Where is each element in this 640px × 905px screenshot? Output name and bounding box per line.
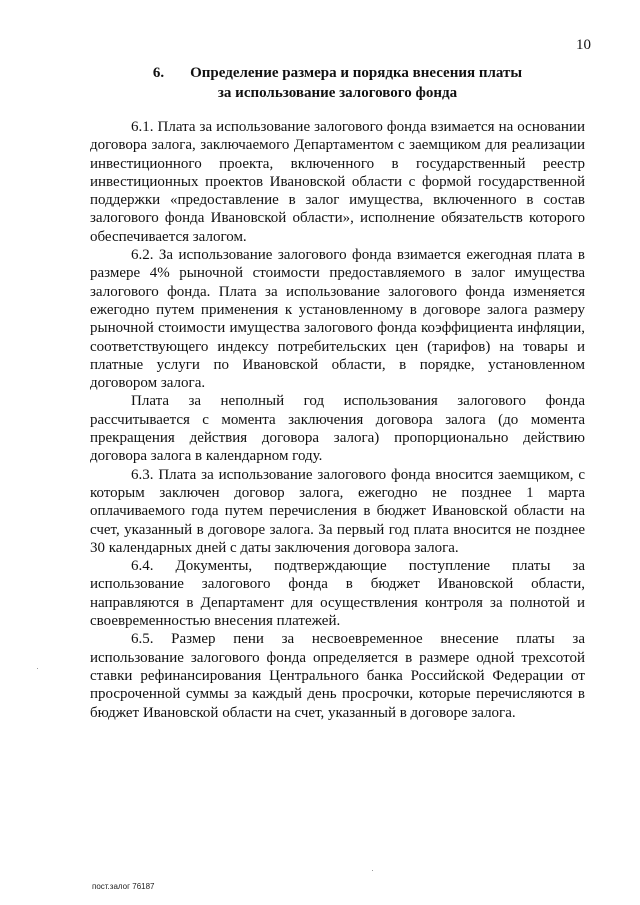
scan-speck bbox=[372, 870, 373, 871]
paragraph-partial-year: Плата за неполный год использования залогового фонда рассчитывается с момента заключения договора залога (до момента прекращения действия договора залога) пропорционально действию договора залога в календарном году. bbox=[90, 393, 585, 465]
section-heading bbox=[90, 63, 585, 103]
paragraph-6-2: 6.2. За использование залогового фонда взимается ежегодная плата в размере 4% рыночной стоимости предоставляемого в залог имущества залогового фонда. Плата за использование залогового фонда изменяется ежегодно путем применения к установленному в договоре залога размеру рыночной стоимости имущества залогового фонда коэффициента инфляции, соответствующего индексу потребительских цен (тарифов) на товары и платные услуги по Ивановской области, в порядке, установленном договором залога. bbox=[90, 247, 585, 392]
section-number: 6. bbox=[152, 65, 165, 81]
section-heading-line-1 bbox=[90, 63, 585, 83]
page-number: 10 bbox=[576, 37, 591, 53]
paragraph-6-5: 6.5. Размер пени за несвоевременное внесение платы за использование залогового фонда определяется в размере одной трехсотой ставки рефинансирования Центрального банка Российской Федерации от просроченной суммы за каждый день просрочки, которые перечисляются в бюджет Ивановской области на счет, указанный в договоре залога. bbox=[90, 631, 585, 721]
section-body bbox=[90, 118, 585, 722]
paragraph-6-1: 6.1. Плата за использование залогового фонда взимается на основании договора залога, заключаемого Департаментом с заемщиком для реализации инвестиционного проекта, включенного в государственный реестр инвестиционных проектов Ивановской области с формой государственной поддержки «предоставление в залог имущества, включенного в состав залогового фонда Ивановской области», исполнение обязательств которого обеспечивается залогом. bbox=[90, 119, 585, 245]
section-title-line-2: за использование залогового фонда bbox=[217, 85, 458, 101]
document-footer-code: пост.залог 76187 bbox=[92, 882, 155, 891]
section-title-line-1: Определение размера и порядка внесения платы bbox=[190, 65, 523, 81]
scan-speck bbox=[37, 668, 38, 669]
paragraph-6-4: 6.4. Документы, подтверждающие поступление платы за использование залогового фонда в бюджет Ивановской области, направляются в Департамент для осуществления контроля за полнотой и своевременностью внесения платежей. bbox=[90, 558, 585, 630]
paragraph-6-3: 6.3. Плата за использование залогового фонда вносится заемщиком, с которым заключен договор залога, ежегодно не позднее 1 марта оплачиваемого года путем перечисления в бюджет Ивановской области на счет, указанный в договоре залога. За первый год плата вносится не позднее 30 календарных дней с даты заключения договора залога. bbox=[90, 466, 585, 556]
